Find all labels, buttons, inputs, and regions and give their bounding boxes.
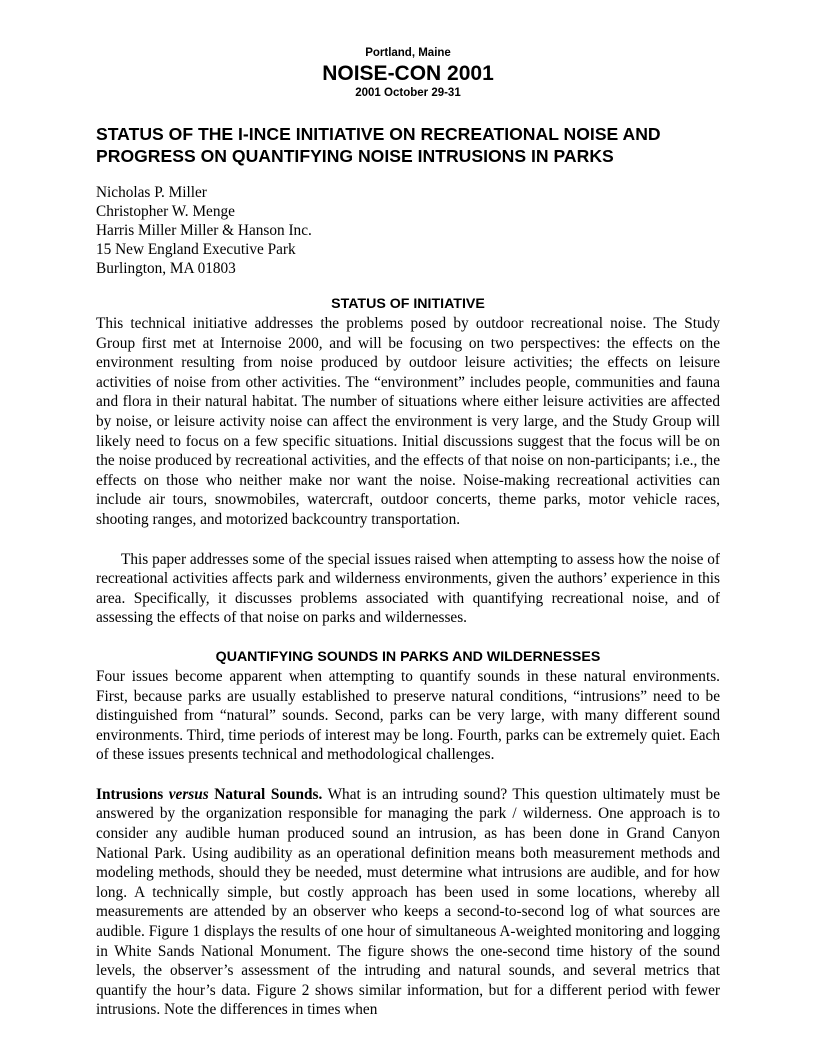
paper-title	[96, 123, 720, 167]
run-in-heading-part-2: versus	[168, 785, 209, 803]
author-address-city: Burlington, MA 01803	[96, 260, 236, 277]
status-paragraph-1: This technical initiative addresses the problems posed by outdoor recreational noise. The Study Group first met at Internoise 2000, and will be focusing on two perspectives: the effects on the environment resulting from noise produced by outdoor leisure activities; the effects on leisure activities of noise from other activities. The “environment” includes people, communities and fauna and flora in their natural habitat. The number of situations where either leisure activities are affected by noise, or leisure activity noise can affect the environment is very large, and the Study Group will likely need to focus on a few specific situations. Initial discussions suggest that the focus will be on the noise produced by recreational activities, and the effects of that noise on non-participants; i.e., the effects on those who neither make nor want the noise. Noise-making recreational activities can include air tours, snowmobiles, watercraft, outdoor concerts, theme parks, motor vehicle races, shooting ranges, and motorized backcountry transportation.	[96, 315, 720, 528]
author-block	[96, 183, 720, 278]
author-affiliation: Harris Miller Miller & Hanson Inc.	[96, 222, 312, 239]
paper-page	[96, 46, 720, 1020]
author-name: Nicholas P. Miller	[96, 184, 207, 201]
section-heading-quantifying: QUANTIFYING SOUNDS IN PARKS AND WILDERNESSES	[215, 648, 601, 665]
author-name: Christopher W. Menge	[96, 203, 235, 220]
intrusions-paragraph-body: What is an intruding sound? This question ultimately must be answered by the organization responsible for managing the park / wilderness. One approach is to consider any audible human produced sound an intrusion, as has been done in Grand Canyon National Park. Using audibility as an operational definition means both measurement methods and modeling methods, should they be needed, must determine what intrusions are audible, and for how long. A technically simple, but costly approach has been used in some locations, whereby all measurements are attended by an observer who keeps a second-to-second log of what sources are audible. Figure 1 displays the results of one hour of simultaneous A-weighted monitoring and logging in White Sands National Monument. The figure shows the one-second time history of the sound levels, the observer’s assessment of the intruding and natural sounds, and several metrics that quantify the hour’s data. Figure 2 shows similar information, but for a different period with fewer intrusions. Note the differences in times when	[96, 785, 720, 1019]
paper-title-line-1: STATUS OF THE I-INCE INITIATIVE ON RECREATIONAL NOISE AND	[96, 124, 661, 144]
section-heading-status: STATUS OF INITIATIVE	[331, 296, 485, 312]
run-in-heading-part-1: Intrusions	[96, 785, 169, 803]
intrusions-paragraph	[96, 785, 720, 1020]
conference-date: 2001 October 29-31	[355, 87, 461, 99]
quantifying-paragraph-1: Four issues become apparent when attempting to quantify sounds in these natural environments. First, because parks are usually established to preserve natural conditions, “intrusions” need to be distinguished from “natural” sounds. Second, parks can be very large, with many different sound environments. Third, time periods of interest may be long. Fourth, parks can be extremely quiet. Each of these issues presents technical and methodological challenges.	[96, 667, 720, 764]
author-address-street: 15 New England Executive Park	[96, 241, 296, 258]
paper-title-line-2: PROGRESS ON QUANTIFYING NOISE INTRUSIONS IN PARKS	[96, 146, 614, 166]
conference-location: Portland, Maine	[365, 47, 451, 59]
run-in-heading-part-3: Natural Sounds.	[208, 785, 323, 803]
conference-name: NOISE-CON 2001	[322, 62, 494, 85]
status-paragraph-2: This paper addresses some of the special issues raised when attempting to assess how the noise of recreational activities affects park and wilderness environments, given the authors’ experience in this area. Specifically, it discusses problems associated with quantifying recreational noise, and of assessing the effects of that noise on parks and wildernesses.	[96, 550, 720, 627]
